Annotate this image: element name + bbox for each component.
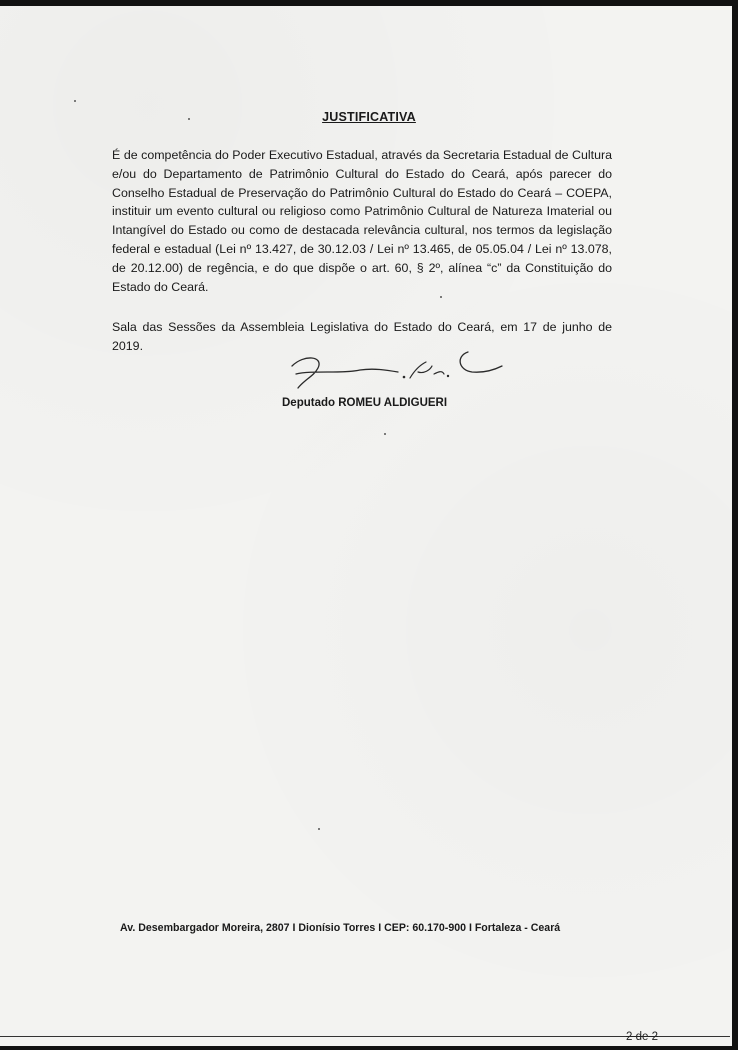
- document-title: JUSTIFICATIVA: [322, 110, 416, 124]
- body-paragraph: É de competência do Poder Executivo Estadual, através da Secretaria Estadual de Cultura e/ou do Departamento de Patrimônio Cultural do Estado do Ceará, após parecer do Conselho Estadual de Preservação do Patrimônio Cultural do Estado do Ceará – COEPA, instituir um evento cultural ou religioso como Patrimônio Cultural de Natureza Imaterial ou Intangível do Estado ou como de destacada relevância cultural, nos termos da legislação federal e estadual (Lei nº 13.427, de 30.12.03 / Lei nº 13.465, de 05.05.04 / Lei nº 13.078, de 20.12.00) de regência, e do que dispõe o art. 60, § 2º, alínea “c” da Constituição do Estado do Ceará.: [112, 148, 612, 294]
- footer-address: Av. Desembargador Moreira, 2807 I Dionísio Torres I CEP: 60.170-900 I Fortaleza - Ceará: [120, 922, 561, 934]
- scan-border-bottom: [0, 1046, 738, 1050]
- scan-speck: [74, 100, 76, 102]
- page-number: 2 de 2: [626, 1031, 658, 1043]
- scan-speck: [440, 296, 442, 298]
- scan-speck: [188, 118, 190, 120]
- signatory-name: Deputado ROMEU ALDIGUERI: [282, 397, 448, 409]
- closing-paragraph: Sala das Sessões da Assembleia Legislativa do Estado do Ceará, em 17 de junho de 2019.: [112, 320, 612, 353]
- scan-speck: [384, 433, 386, 435]
- scan-speck: [318, 828, 320, 830]
- bottom-rule: [0, 1036, 730, 1037]
- scan-border-right: [732, 0, 738, 1050]
- handwritten-signature: [282, 344, 512, 399]
- scan-border-top: [0, 0, 738, 6]
